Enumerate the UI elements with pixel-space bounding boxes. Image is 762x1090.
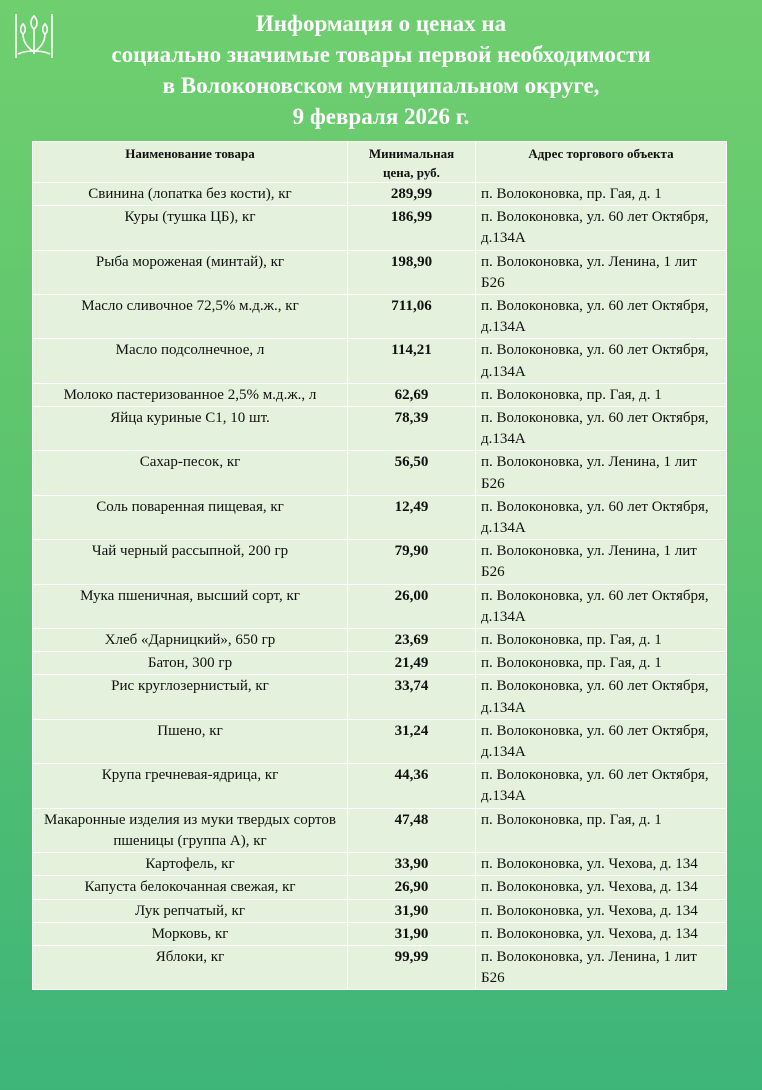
product-price: 12,49 <box>348 495 476 539</box>
product-price: 78,39 <box>348 407 476 451</box>
product-price: 62,69 <box>348 383 476 406</box>
table-row <box>33 250 727 294</box>
title-line-3: в Волоконовском муниципальном округе, <box>162 73 600 98</box>
store-address: п. Волоконовка, ул. 60 лет Октября, д.134А <box>476 764 727 808</box>
store-address: п. Волоконовка, ул. Чехова, д. 134 <box>476 853 727 876</box>
product-price: 31,90 <box>348 899 476 922</box>
table-row <box>33 808 727 852</box>
table-row <box>33 383 727 406</box>
product-name: Свинина (лопатка без кости), кг <box>33 183 348 206</box>
store-address: п. Волоконовка, ул. 60 лет Октября, д.134А <box>476 339 727 383</box>
store-address: п. Волоконовка, ул. 60 лет Октября, д.134А <box>476 206 727 250</box>
product-price: 21,49 <box>348 652 476 675</box>
product-price: 289,99 <box>348 183 476 206</box>
table-row <box>33 652 727 675</box>
table-row <box>33 584 727 628</box>
table-row <box>33 853 727 876</box>
table-row <box>33 540 727 584</box>
product-name: Картофель, кг <box>33 853 348 876</box>
product-name: Масло подсолнечное, л <box>33 339 348 383</box>
store-address: п. Волоконовка, ул. Чехова, д. 134 <box>476 876 727 899</box>
store-address: п. Волоконовка, пр. Гая, д. 1 <box>476 652 727 675</box>
product-name: Яблоки, кг <box>33 945 348 989</box>
table-row <box>33 629 727 652</box>
table-row <box>33 206 727 250</box>
title-line-2: социально значимые товары первой необходимости <box>111 42 651 67</box>
product-price: 26,90 <box>348 876 476 899</box>
table-row <box>33 183 727 206</box>
price-table <box>32 141 727 990</box>
product-price: 114,21 <box>348 339 476 383</box>
product-price: 79,90 <box>348 540 476 584</box>
product-name: Масло сливочное 72,5% м.д.ж., кг <box>33 295 348 339</box>
table-row <box>33 339 727 383</box>
store-address: п. Волоконовка, ул. 60 лет Октября, д.134А <box>476 584 727 628</box>
store-address: п. Волоконовка, пр. Гая, д. 1 <box>476 183 727 206</box>
table-row <box>33 295 727 339</box>
table-body <box>33 183 727 990</box>
product-price: 186,99 <box>348 206 476 250</box>
store-address: п. Волоконовка, ул. 60 лет Октября, д.134А <box>476 495 727 539</box>
store-address: п. Волоконовка, ул. Чехова, д. 134 <box>476 922 727 945</box>
store-address: п. Волоконовка, ул. 60 лет Октября, д.134А <box>476 295 727 339</box>
product-name: Сахар-песок, кг <box>33 451 348 495</box>
product-price: 47,48 <box>348 808 476 852</box>
title-line-4: 9 февраля 2026 г. <box>292 104 470 129</box>
product-name: Макаронные изделия из муки твердых сортов пшеницы (группа А), кг <box>33 808 348 852</box>
store-address: п. Волоконовка, ул. Ленина, 1 лит Б26 <box>476 250 727 294</box>
product-name: Рис круглозернистый, кг <box>33 675 348 719</box>
product-price: 26,00 <box>348 584 476 628</box>
header-price <box>348 142 476 183</box>
store-address: п. Волоконовка, ул. Ленина, 1 лит Б26 <box>476 540 727 584</box>
product-price: 198,90 <box>348 250 476 294</box>
store-address: п. Волоконовка, ул. 60 лет Октября, д.134А <box>476 675 727 719</box>
store-address: п. Волоконовка, ул. 60 лет Октября, д.134А <box>476 719 727 763</box>
product-name: Батон, 300 гр <box>33 652 348 675</box>
table-row <box>33 407 727 451</box>
table-row <box>33 495 727 539</box>
product-name: Яйца куриные С1, 10 шт. <box>33 407 348 451</box>
product-name: Рыба мороженая (минтай), кг <box>33 250 348 294</box>
product-name: Капуста белокочанная свежая, кг <box>33 876 348 899</box>
product-price: 31,90 <box>348 922 476 945</box>
product-price: 99,99 <box>348 945 476 989</box>
header-name: Наименование товара <box>33 142 348 183</box>
product-price: 711,06 <box>348 295 476 339</box>
product-name: Лук репчатый, кг <box>33 899 348 922</box>
product-name: Молоко пастеризованное 2,5% м.д.ж., л <box>33 383 348 406</box>
store-address: п. Волоконовка, пр. Гая, д. 1 <box>476 629 727 652</box>
table-header-row <box>33 142 727 183</box>
product-price: 23,69 <box>348 629 476 652</box>
price-table-container <box>32 141 726 990</box>
title-line-1: Информация о ценах на <box>255 11 507 36</box>
table-row <box>33 675 727 719</box>
product-price: 44,36 <box>348 764 476 808</box>
table-row <box>33 922 727 945</box>
table-row <box>33 719 727 763</box>
store-address: п. Волоконовка, пр. Гая, д. 1 <box>476 808 727 852</box>
header-address: Адрес торгового объекта <box>476 142 727 183</box>
product-name: Чай черный рассыпной, 200 гр <box>33 540 348 584</box>
store-address: п. Волоконовка, ул. Чехова, д. 134 <box>476 899 727 922</box>
page-title <box>40 8 722 132</box>
table-row <box>33 764 727 808</box>
product-price: 33,90 <box>348 853 476 876</box>
product-name: Крупа гречневая-ядрица, кг <box>33 764 348 808</box>
store-address: п. Волоконовка, пр. Гая, д. 1 <box>476 383 727 406</box>
product-price: 56,50 <box>348 451 476 495</box>
product-price: 33,74 <box>348 675 476 719</box>
table-row <box>33 451 727 495</box>
product-name: Хлеб «Дарницкий», 650 гр <box>33 629 348 652</box>
product-name: Куры (тушка ЦБ), кг <box>33 206 348 250</box>
table-row <box>33 876 727 899</box>
product-name: Пшено, кг <box>33 719 348 763</box>
store-address: п. Волоконовка, ул. Ленина, 1 лит Б26 <box>476 451 727 495</box>
header-price-line1: Минимальная <box>368 146 455 161</box>
product-name: Соль поваренная пищевая, кг <box>33 495 348 539</box>
product-name: Мука пшеничная, высший сорт, кг <box>33 584 348 628</box>
product-name: Морковь, кг <box>33 922 348 945</box>
header-price-line2: цена, руб. <box>383 165 440 180</box>
table-row <box>33 899 727 922</box>
store-address: п. Волоконовка, ул. 60 лет Октября, д.134А <box>476 407 727 451</box>
product-price: 31,24 <box>348 719 476 763</box>
table-row <box>33 945 727 989</box>
store-address: п. Волоконовка, ул. Ленина, 1 лит Б26 <box>476 945 727 989</box>
